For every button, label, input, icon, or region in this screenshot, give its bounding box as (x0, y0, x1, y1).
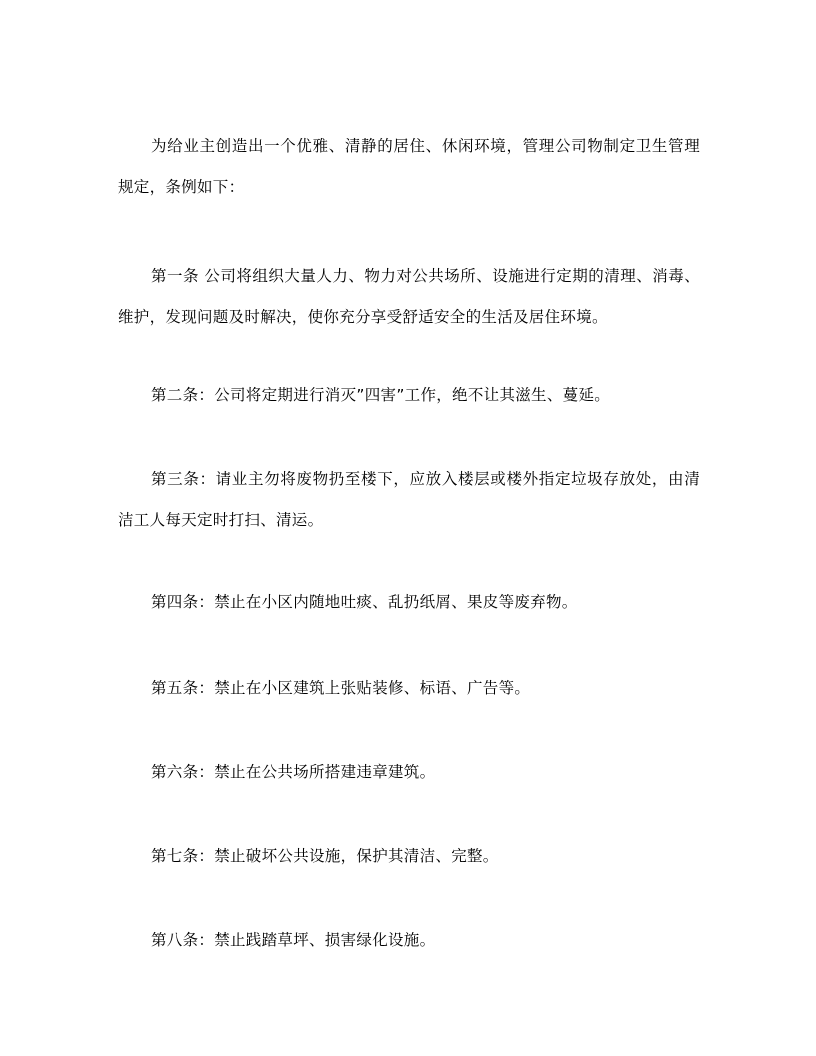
article-5: 第五条：禁止在小区建筑上张贴装修、标语、广告等。 (151, 679, 531, 697)
article-3: 第三条：请业主勿将废物扔至楼下，应放入楼层或楼外指定垃圾存放处，由清洁工人每天定时打扫、清运。 (118, 470, 700, 529)
intro-paragraph: 为给业主创造出一个优雅、清静的居住、休闲环境，管理公司物制定卫生管理规定，条例如下： (118, 137, 700, 196)
article-2: 第二条：公司将定期进行消灭”四害”工作，绝不让其滋生、蔓延。 (151, 386, 611, 404)
article-6: 第六条：禁止在公共场所搭建违章建筑。 (151, 763, 436, 781)
article-8: 第八条：禁止践踏草坪、损害绿化设施。 (151, 931, 436, 949)
article-7: 第七条：禁止破坏公共设施，保护其清洁、完整。 (151, 847, 499, 865)
article-4: 第四条：禁止在小区内随地吐痰、乱扔纸屑、果皮等废弃物。 (151, 593, 578, 611)
article-1: 第一条 公司将组织大量人力、物力对公共场所、设施进行定期的清理、消毒、维护，发现问题及时解决，使你充分享受舒适安全的生活及居住环境。 (118, 267, 700, 326)
